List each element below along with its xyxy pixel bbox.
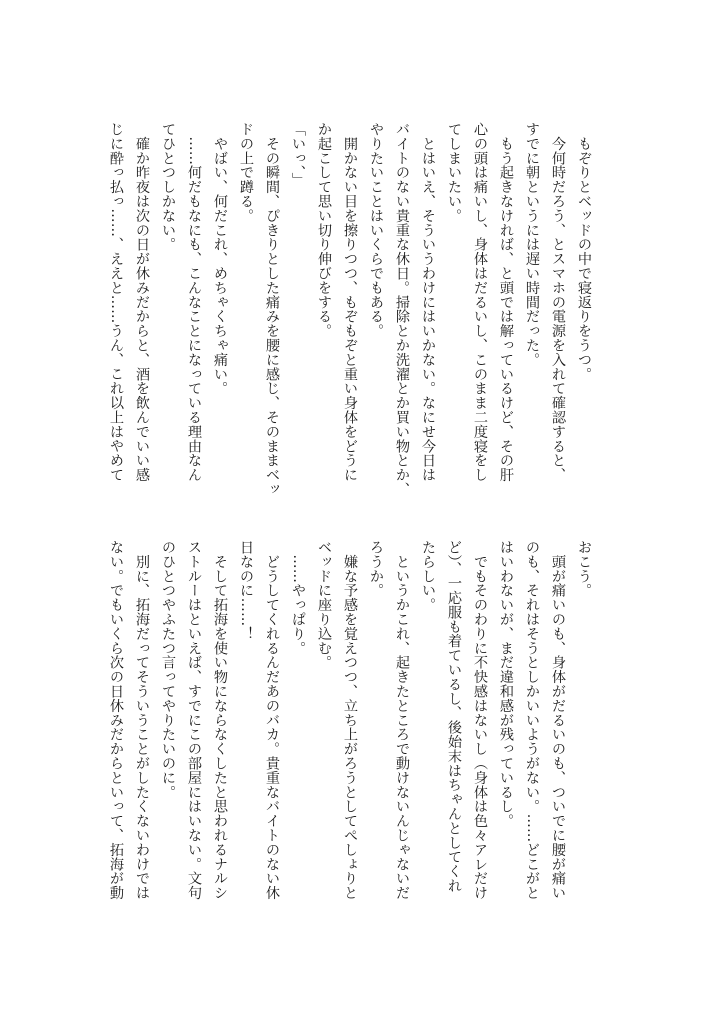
- text-line: のひとつやふたつ言ってやりたいのに。: [160, 540, 176, 800]
- text-line: ……何だもなにも、こんなことになっている理由なん: [186, 122, 202, 482]
- text-line: 開かない目を擦りつつ、もぞもぞと重い身体をどうに: [342, 122, 358, 482]
- text-line: てひとつしかない。: [160, 122, 176, 252]
- text-line: 今何時だろう、とスマホの電源を入れて確認すると、: [550, 122, 566, 482]
- text-line: おこう。: [576, 540, 592, 598]
- text-line: ドの上で蹲る。: [238, 122, 254, 223]
- text-line: じに酔っ払っ……、ええと……うん、これ以上はやめて: [108, 122, 124, 482]
- text-line: やりたいことはいくらでもある。: [368, 122, 384, 338]
- text-line: 日なのに……！: [238, 540, 254, 641]
- text-block-top: [103, 122, 597, 497]
- text-line: やばい、何だこれ、めちゃくちゃ痛い。: [212, 122, 228, 396]
- text-line: ない。でもいくら次の日休みだからといって、拓海が動: [108, 540, 124, 900]
- text-line: 嫌な予感を覚えつつ、立ち上がろうとしてぺしょりと: [342, 540, 358, 900]
- text-line: その瞬間、ぴきりとした痛みを腰に感じ、そのままベッ: [264, 122, 280, 497]
- text-line: 別に、拓海だってそういうことがしたくないわけでは: [134, 540, 150, 900]
- text-line: もう起きなければ、と頭では解っているけど、その肝: [498, 122, 514, 482]
- text-line: バイトのない貴重な休日。掃除とか洗濯とか買い物とか、: [394, 122, 410, 497]
- text-line: どうしてくれるんだあのバカ。貴重なバイトのない休: [264, 540, 280, 900]
- text-line: ベッドに座り込む。: [316, 540, 332, 670]
- text-line: てしまいたい。: [446, 122, 462, 223]
- text-line: そして拓海を使い物にならなくしたと思われるナルシ: [212, 540, 228, 900]
- text-line: とはいえ、そういうわけにはいかない。なにせ今日は: [420, 122, 436, 482]
- text-line: ど）、一応服も着ているし、後始末はちゃんとしてくれ: [446, 540, 462, 893]
- text-line: 頭が痛いのも、身体がだるいのも、ついでに腰が痛い: [550, 540, 566, 900]
- text-line: たらしい。: [420, 540, 436, 612]
- text-line: というかこれ、起きたところで動けないんじゃないだ: [394, 540, 410, 900]
- text-line: 確か昨夜は次の日が休みだからと、酒を飲んでいい感: [134, 122, 150, 482]
- text-line: ろうか。: [368, 540, 384, 598]
- text-line: ストルーはといえば、すでにこの部屋にはいない。文句: [186, 540, 202, 900]
- text-line: すでに朝というには遅い時間だった。: [524, 122, 540, 367]
- text-line: はいわないが、まだ違和感が残っているし。: [498, 540, 514, 828]
- text-line: 「いっ、」: [290, 122, 306, 187]
- text-line: 心の頭は痛いし、身体はだるいし、このまま二度寝をし: [472, 122, 488, 482]
- text-line: ……やっぱり。: [290, 540, 306, 656]
- text-line: のも、それはそうとしかいいようがない。……どこがと: [524, 540, 540, 900]
- text-line: もぞりとベッドの中で寝返りをうつ。: [576, 122, 592, 382]
- text-block-bottom: [103, 540, 597, 930]
- text-line: か起こして思い切り伸びをする。: [316, 122, 332, 338]
- text-line: でもそのわりに不快感はないし（身体は色々アレだけ: [472, 540, 488, 900]
